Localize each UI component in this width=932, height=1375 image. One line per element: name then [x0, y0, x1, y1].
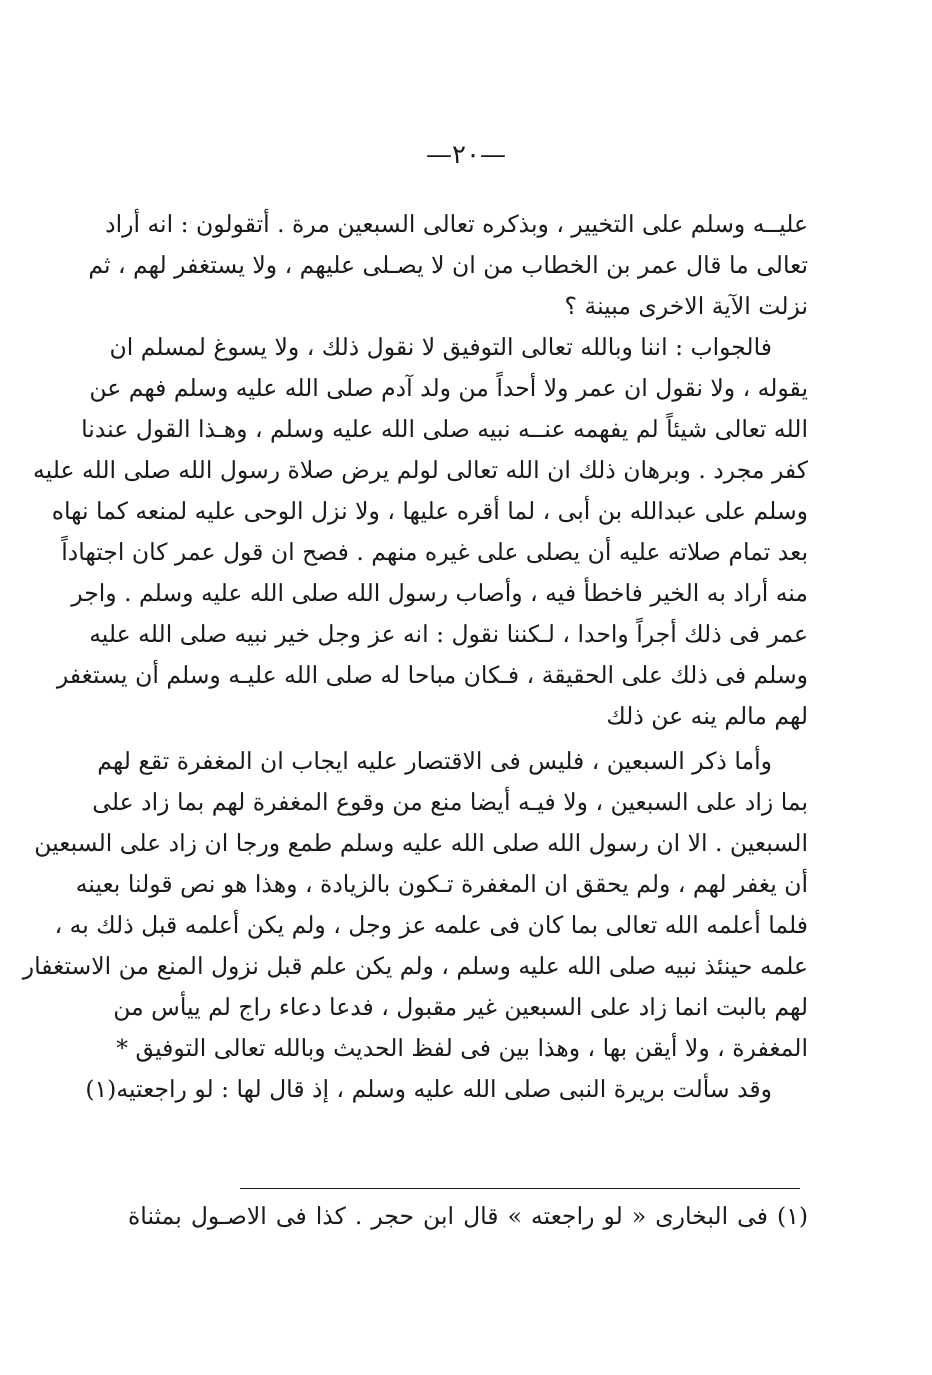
- text-line: وسلم على عبدالله بن أبى ، لما أقره عليها ، ولا نزل الوحى عليه لمنعه كما نهاه: [51, 497, 808, 525]
- text-line: السبعين . الا ان رسول الله صلى الله عليه وسلم طمع ورجا ان زاد على السبعين: [34, 829, 808, 857]
- text-line: تعالى ما قال عمر بن الخطاب من ان لا يصـلى عليهم ، ولا يستغفر لهم ، ثم: [88, 251, 808, 279]
- text-line: منه أراد به الخير فاخطأ فيه ، وأصاب رسول الله صلى الله عليه وسلم . واجر: [71, 579, 808, 607]
- text-line: لهم مالم ينه عن ذلك: [606, 702, 808, 730]
- body-text: [22, 204, 808, 1110]
- text-line: الله تعالى شيئاً لم يفهمه عنــه نبيه صلى الله عليه وسلم ، وهـذا القول عندنا: [81, 415, 808, 443]
- text-line: وأما ذكر السبعين ، فليس فى الاقتصار عليه ايجاب ان المغفرة تقع لهم: [97, 747, 772, 775]
- text-line: أن يغفر لهم ، ولم يحقق ان المغفرة تـكون بالزيادة ، وهذا هو نص قولنا بعينه: [75, 870, 808, 898]
- text-line: بما زاد على السبعين ، ولا فيـه أيضا منع من وقوع المغفرة لهم بما زاد على: [92, 788, 808, 816]
- text-line: لهم بالبت انما زاد على السبعين غير مقبول ، فدعا دعاء راج لم ييأس من: [113, 993, 808, 1021]
- text-line: يقوله ، ولا نقول ان عمر ولا أحداً من ولد آدم صلى الله عليه وسلم فهم عن: [89, 374, 808, 402]
- text-line: بعد تمام صلاته عليه أن يصلى على غيره منهم . فصح ان قول عمر كان اجتهاداً: [61, 538, 808, 566]
- text-line: كفر مجرد . وبرهان ذلك ان الله تعالى لولم يرض صلاة رسول الله صلى الله عليه: [33, 456, 808, 484]
- text-line: عليــه وسلم على التخيير ، وبذكره تعالى السبعين مرة . أتقولون : انه أراد: [105, 210, 808, 238]
- footnote: [128, 1196, 808, 1237]
- text-line: وقد سألت بريرة النبى صلى الله عليه وسلم ، إذ قال لها : لو راجعتيه(١): [85, 1075, 772, 1103]
- text-line: وسلم فى ذلك على الحقيقة ، فـكان مباحا له صلى الله عليـه وسلم أن يستغفر: [56, 661, 808, 689]
- text-line: نزلت الآية الاخرى مبينة ؟: [564, 292, 808, 320]
- footnote-divider: [240, 1188, 800, 1189]
- text-line: المغفرة ، ولا أيقن بها ، وهذا بين فى لفظ الحديث وبالله تعالى التوفيق *: [116, 1034, 808, 1062]
- text-line: علمه حينئذ نبيه صلى الله عليه وسلم ، ولم يكن علم قبل نزول المنع من الاستغفار: [22, 952, 808, 980]
- text-line: عمر فى ذلك أجراً واحدا ، لـكننا نقول : انه عز وجل خير نبيه صلى الله عليه: [89, 620, 808, 648]
- text-line: فالجواب : اننا وبالله تعالى التوفيق لا نقول ذلك ، ولا يسوغ لمسلم ان: [109, 333, 772, 361]
- text-line: فلما أعلمه الله تعالى بما كان فى علمه عز وجل ، ولم يكن أعلمه قبل ذلك به ،: [54, 911, 808, 939]
- page-number: —٢٠—: [426, 140, 506, 170]
- footnote-line: (١) فى البخارى « لو راجعته » قال ابن حجر . كذا فى الاصـول بمثناة: [128, 1202, 808, 1230]
